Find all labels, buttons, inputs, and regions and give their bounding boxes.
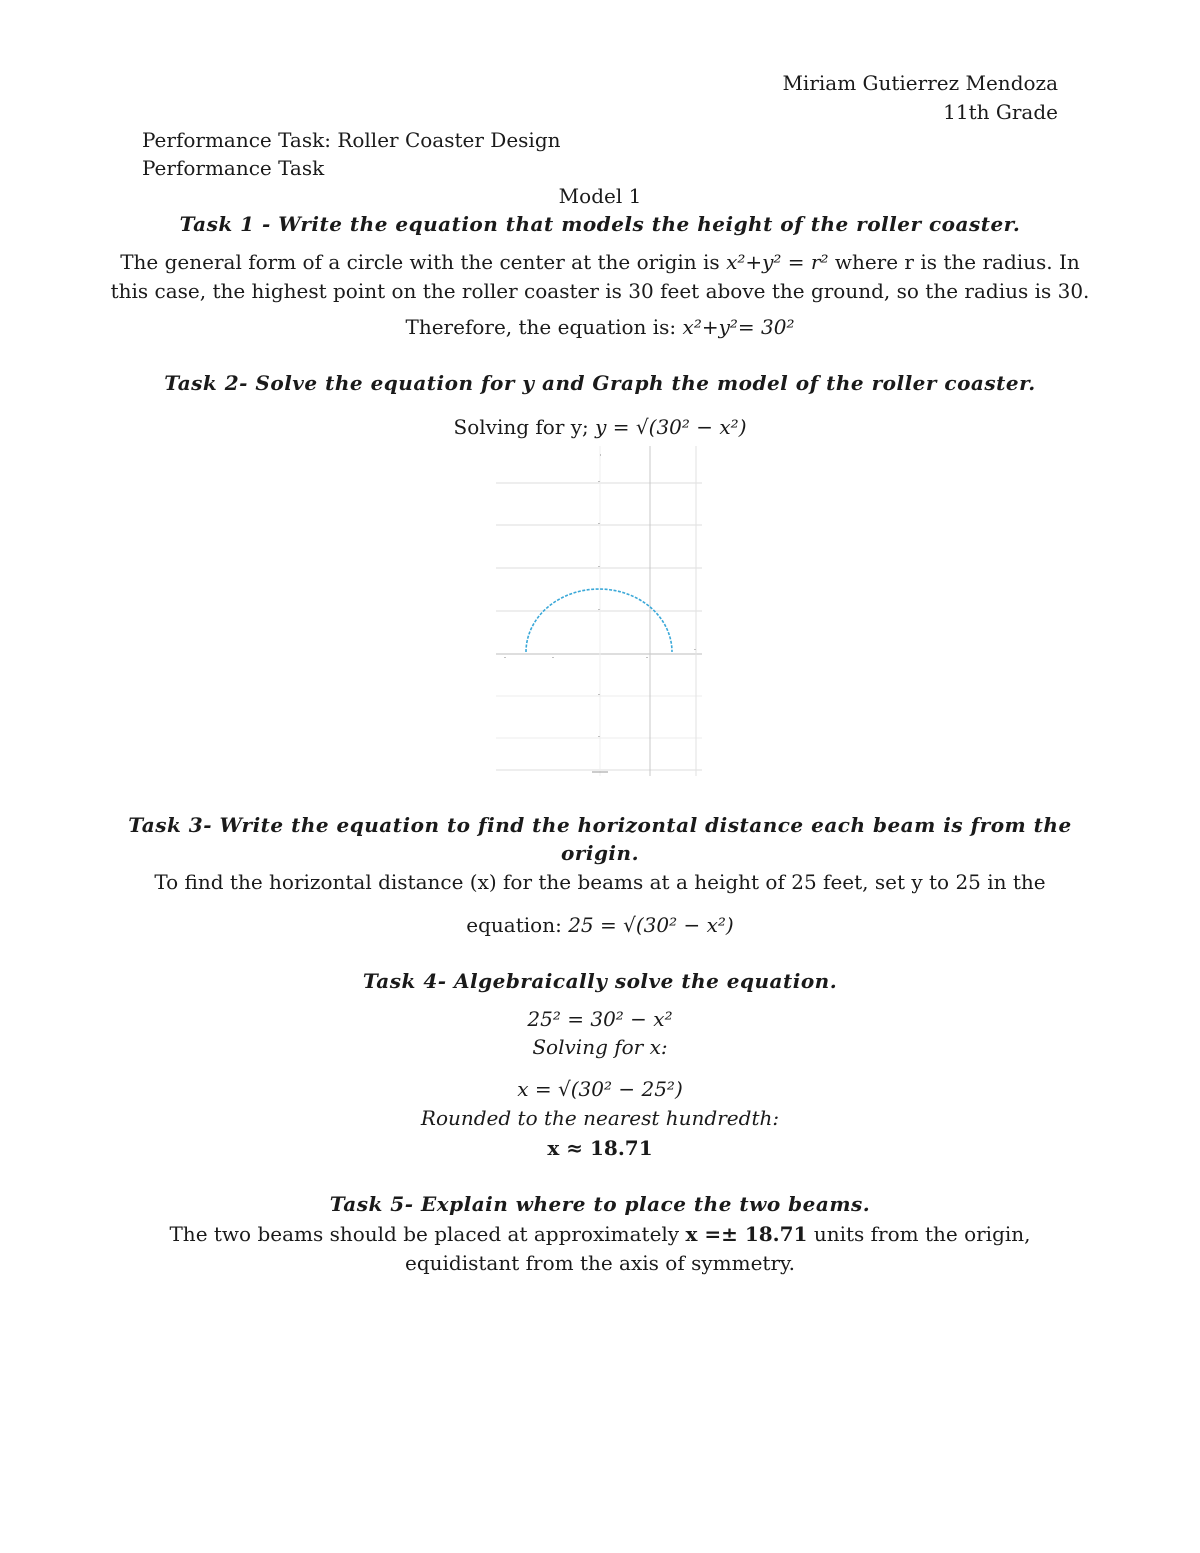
task5-text-b: units from the origin, bbox=[813, 1222, 1031, 1246]
task5-paragraph-line2: equidistant from the axis of symmetry. bbox=[405, 1251, 795, 1275]
model-label: Model 1 bbox=[558, 184, 642, 208]
task3-heading-line2: origin. bbox=[560, 841, 640, 865]
task4-solving-label: Solving for x: bbox=[532, 1035, 668, 1059]
task1-text-a: The general form of a circle with the center at the origin is bbox=[120, 250, 720, 274]
document-subtitle: Performance Task bbox=[142, 156, 325, 180]
task4-heading: Task 4- Algebraically solve the equation. bbox=[362, 969, 838, 993]
task5-beam-position: x =± 18.71 bbox=[685, 1222, 808, 1246]
task4-result: x ≈ 18.71 bbox=[547, 1136, 653, 1160]
task5-paragraph-line1 bbox=[0, 1221, 1200, 1247]
task1-paragraph-line3 bbox=[0, 314, 1200, 340]
task3-paragraph-line1: To find the horizontal distance (x) for the beams at a height of 25 feet, set y to 25 in the bbox=[154, 870, 1046, 894]
task2-equation: y = √(30² − x²) bbox=[595, 415, 747, 439]
task1-heading: Task 1 - Write the equation that models the height of the roller coaster. bbox=[179, 212, 1021, 236]
task3-heading-line1: Task 3- Write the equation to find the horizontal distance each beam is from the bbox=[128, 813, 1072, 837]
task5-heading: Task 5- Explain where to place the two beams. bbox=[329, 1192, 871, 1216]
task5-text-a: The two beams should be placed at approximately bbox=[169, 1222, 680, 1246]
author-name: Miriam Gutierrez Mendoza bbox=[782, 71, 1058, 95]
grade-label: 11th Grade bbox=[943, 100, 1058, 124]
task1-text-c: Therefore, the equation is: bbox=[405, 315, 677, 339]
task4-rounded-label: Rounded to the nearest hundredth: bbox=[420, 1106, 780, 1130]
roller-coaster-equation: x²+y²= 30² bbox=[682, 315, 795, 339]
task1-paragraph-line1 bbox=[0, 249, 1200, 275]
graph-grid bbox=[496, 446, 702, 776]
task4-equation-1: 25² = 30² − x² bbox=[527, 1007, 673, 1031]
circle-general-equation: x²+y² = r² bbox=[726, 250, 829, 274]
task4-equation-2: x = √(30² − 25²) bbox=[517, 1077, 683, 1101]
roller-coaster-graph bbox=[496, 446, 702, 776]
task1-text-b: where r is the radius. In bbox=[834, 250, 1080, 274]
task3-equation: 25 = √(30² − x²) bbox=[568, 913, 734, 937]
document-title: Performance Task: Roller Coaster Design bbox=[142, 128, 561, 152]
task2-heading: Task 2- Solve the equation for y and Graph the model of the roller coaster. bbox=[164, 371, 1036, 395]
task3-equation-label: equation: bbox=[466, 913, 562, 937]
task3-paragraph-line2 bbox=[0, 912, 1200, 938]
task2-solving-line bbox=[0, 414, 1200, 440]
task1-paragraph-line2: this case, the highest point on the roller coaster is 30 feet above the ground, so the radius is 30. bbox=[110, 279, 1090, 303]
task2-solving-label: Solving for y; bbox=[453, 415, 589, 439]
